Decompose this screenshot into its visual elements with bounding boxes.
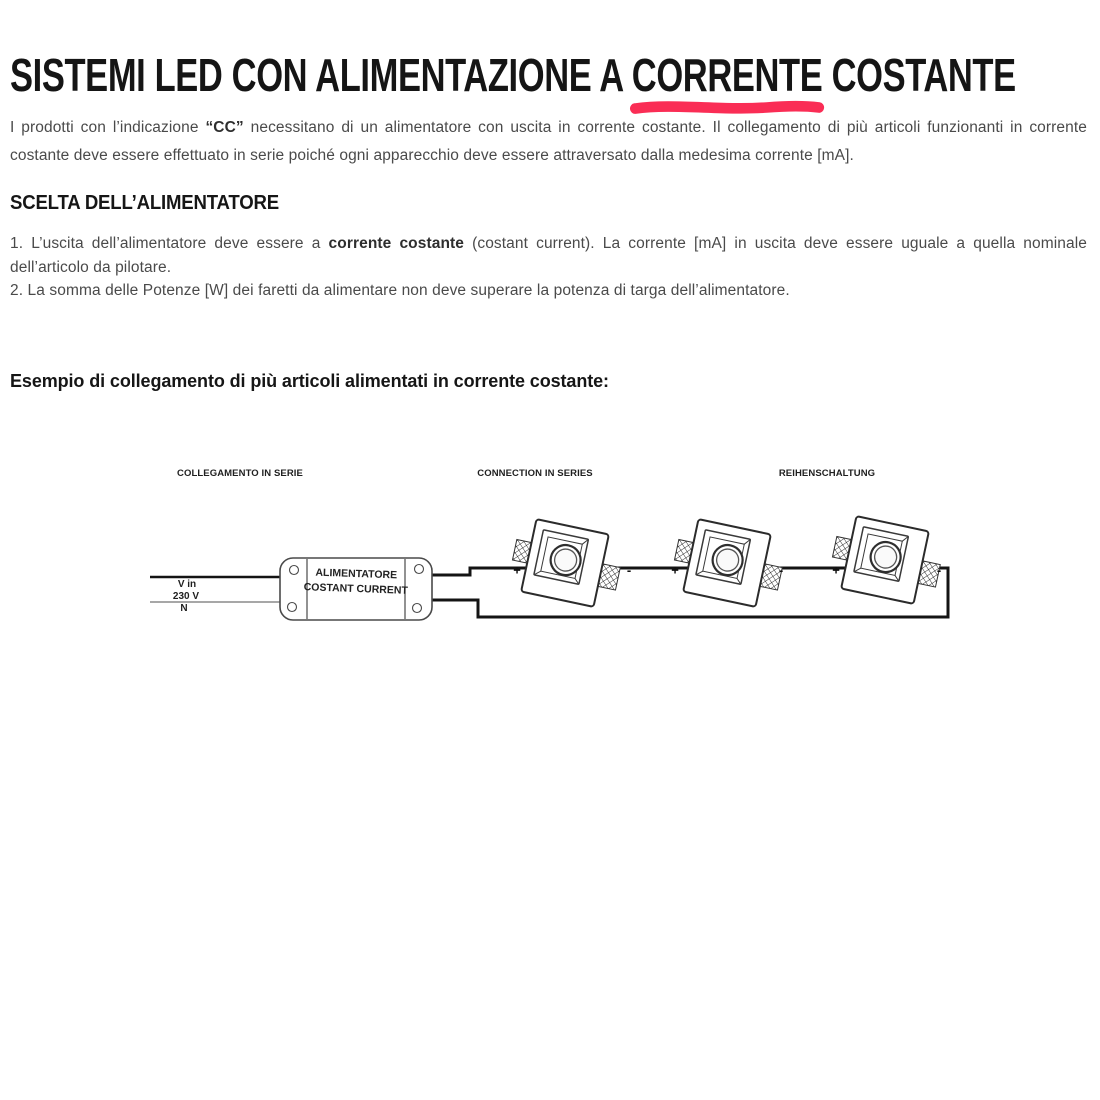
list-item-2: 2. La somma delle Potenze [W] dei faretti da alimentare non deve superare la potenza di targa dell’alimentatore. (10, 282, 790, 299)
driver-label-line1: ALIMENTATORE (315, 566, 398, 582)
title-pre: SISTEMI LED CON ALIMENTAZIONE A (10, 49, 632, 101)
spotlight-3 (826, 513, 946, 608)
title-highlight-text: CORRENTE (631, 49, 823, 101)
input-label-230v: 230 V (172, 591, 200, 602)
title-highlighted-word (632, 48, 823, 102)
polarity-plus: + (513, 562, 521, 578)
input-label-vin: V in (177, 579, 197, 590)
polarity-minus: - (936, 562, 942, 578)
mains-input-wires (150, 577, 286, 602)
polarity-minus: - (778, 562, 784, 578)
diagram-label-german: REIHENSCHALTUNG (778, 468, 876, 479)
intro-seg1: I prodotti con l’indicazione (10, 119, 206, 136)
driver-label (294, 565, 419, 599)
title-post: COSTANTE (822, 49, 1016, 101)
diagram-label-italian: COLLEGAMENTO IN SERIE (177, 468, 303, 479)
wiring-diagram (0, 450, 1100, 680)
driver-screw (413, 604, 422, 613)
diagram-label-english: CONNECTION IN SERIES (477, 468, 593, 479)
polarity-minus: - (626, 562, 632, 578)
section-heading: SCELTA DELL’ALIMENTATORE (10, 192, 280, 214)
polarity-plus: + (671, 562, 679, 578)
polarity-plus: + (832, 562, 840, 578)
driver-label-line2: COSTANT CURRENT (303, 581, 409, 597)
rules-list (10, 232, 1087, 303)
item1-seg1: 1. L’uscita dell’alimentatore deve essere a (10, 235, 329, 252)
wiring-diagram-drawing (0, 450, 1100, 680)
intro-seg2: necessitano di un alimentatore con uscita in corrente costante. Il collegamento di più articoli funzionanti in corrente costante deve essere effettuato in serie poiché ogni apparecchio deve essere attraversato dalla medesima corrente [mA]. (10, 119, 1087, 164)
spotlight-1 (506, 516, 626, 611)
page-title (10, 48, 1016, 102)
intro-paragraph (10, 114, 1087, 170)
item1-bold: corrente costante (328, 235, 464, 252)
list-item-1 (10, 232, 1087, 279)
example-heading: Esempio di collegamento di più articoli alimentati in corrente costante: (10, 371, 609, 391)
driver-screw (288, 603, 297, 612)
input-label-neutral: N (180, 603, 188, 614)
item1-seg2: (costant current). La corrente [mA] in uscita deve essere uguale a quella nominale dell’articolo da pilotare. (10, 235, 1087, 276)
spotlight-2 (668, 516, 788, 611)
cc-abbreviation: “CC” (205, 119, 244, 136)
